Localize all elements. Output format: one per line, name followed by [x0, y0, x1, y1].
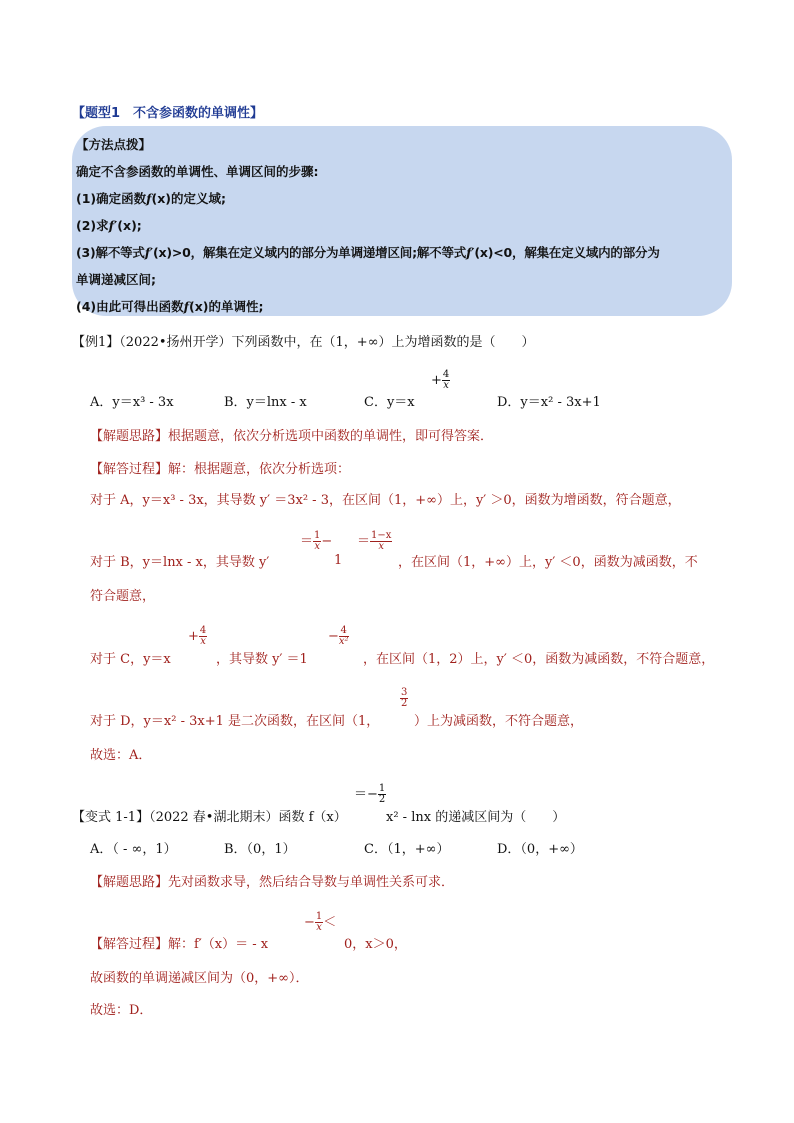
variant1-option-b: B．（0，1） — [224, 842, 296, 857]
variant1-idea: 【解题思路】先对函数求导，然后结合导数与单调性关系可求． — [90, 875, 455, 890]
method-step-3-cont: 单调递减区间; — [76, 272, 156, 287]
method-box — [72, 126, 732, 316]
variant1-option-a: A．（ - ∞，1） — [90, 842, 177, 857]
variant1-question: 【变式 1-1】（2022 春•湖北期末）函数 f（x） — [72, 810, 347, 825]
variant1-answer: 故选：D． — [90, 1003, 153, 1018]
variant1-process: 【解答过程】解：f′（x）＝ - x — [90, 937, 269, 952]
example1-analysis-d: 对于 D，y＝x² - 3x+1 是二次函数，在区间（1， — [90, 714, 380, 729]
example1-option-c-frac: + $\frac{4}{x}$ — [431, 369, 450, 391]
example1-analysis-c-frac: + $\frac{4}{x}$ — [188, 625, 207, 647]
variant1-process-post: 0，x＞0， — [344, 937, 407, 952]
example1-analysis-b: 对于 B，y＝lnx - x，其导数 y′ — [90, 555, 270, 570]
method-step-3: (3)解不等式f′(x)>0，解集在定义域内的部分为单调递增区间;解不等式f′(x)<0，解集在定义域内的部分为 — [76, 245, 660, 260]
example1-option-a: A．y＝x³ - 3x — [90, 395, 174, 410]
example1-analysis-d-post: ）上为减函数，不符合题意， — [414, 714, 584, 729]
example1-analysis-d-frac: $\frac{3}{2}$ — [401, 687, 408, 709]
example1-analysis-b-one: 1 — [334, 553, 343, 568]
example1-analysis-c-mid: ，其导数 y′ ＝1 — [216, 652, 308, 667]
example1-answer: 故选：A． — [90, 748, 152, 763]
example1-analysis-b-frac2: ＝ $\frac{1-x}{x}$ — [357, 530, 392, 552]
example1-analysis-b-frac1: ＝ $\frac{1}{x}$ − — [300, 530, 333, 552]
example1-idea: 【解题思路】根据题意，依次分析选项中函数的单调性，即可得答案． — [90, 429, 494, 444]
method-step-2: (2)求f′(x); — [76, 218, 142, 233]
example1-analysis-c-post: ，在区间（1，2）上，y′ ＜0，函数为减函数，不符合题意， — [363, 652, 715, 667]
example1-analysis-c: 对于 C，y＝x — [90, 652, 171, 667]
example1-process: 【解答过程】解：根据题意，依次分析选项： — [90, 462, 351, 477]
example1-option-c: C．y＝x — [364, 395, 415, 410]
method-step-1: (1)确定函数f(x)的定义域; — [76, 191, 227, 206]
section-title: 【题型1 不含参函数的单调性】 — [72, 106, 264, 121]
method-header: 【方法点拨】 — [76, 137, 152, 152]
variant1-option-c: C．（1，+∞） — [364, 842, 450, 857]
variant1-option-d: D．（0，+∞） — [497, 842, 583, 857]
example1-analysis-b-post: ，在区间（1，+∞）上，y′ ＜0，函数为减函数，不 — [398, 555, 698, 570]
example1-analysis-a: 对于 A，y＝x³ - 3x，其导数 y′ ＝3x² - 3，在区间（1，+∞）上，y′ ＞0，函数为增函数，符合题意， — [90, 493, 681, 508]
method-step-4: (4)由此可得出函数f(x)的单调性; — [76, 299, 264, 314]
variant1-conclusion: 故函数的单调递减区间为（0，+∞）． — [90, 971, 309, 986]
example1-option-b: B．y＝lnx - x — [224, 395, 307, 410]
example1-analysis-b-cont: 符合题意， — [90, 589, 156, 604]
example1-analysis-c-frac2: − $\frac{4}{\text{x²}}$ — [328, 625, 349, 647]
example1-question: 【例1】（2022•扬州开学）下列函数中，在（1，+∞）上为增函数的是（ ） — [72, 335, 535, 350]
example1-option-d: D．y＝x² - 3x+1 — [497, 395, 601, 410]
method-intro: 确定不含参函数的单调性、单调区间的步骤: — [76, 164, 319, 179]
variant1-frac: ＝− $\frac{1}{2}$ — [354, 783, 386, 805]
variant1-process-frac: − $\frac{1}{x}$ ＜ — [304, 911, 337, 933]
variant1-question-post: x² - lnx 的递减区间为（ ） — [386, 810, 566, 825]
